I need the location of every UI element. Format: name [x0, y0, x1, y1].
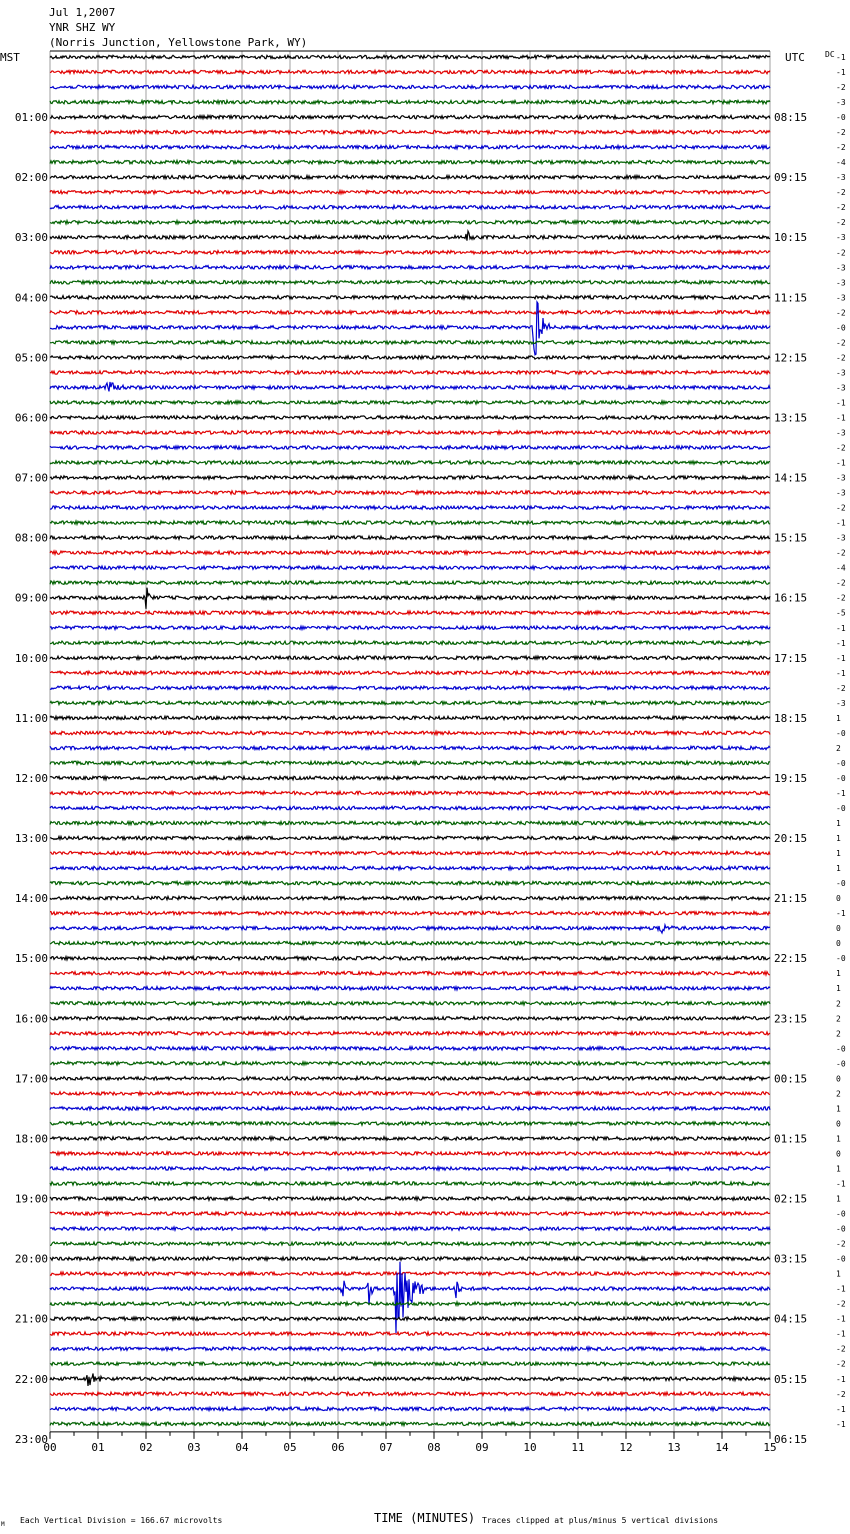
trace-line [50, 281, 770, 284]
x-tick-label: 06 [331, 1440, 345, 1454]
dc-offset-label: -3 [836, 698, 846, 708]
dc-offset-label: 1 [836, 819, 841, 829]
trace-line [50, 1317, 770, 1320]
dc-offset-label: -3 [836, 428, 846, 438]
trace-group [50, 55, 770, 1425]
x-tick-label: 03 [187, 1440, 201, 1454]
x-tick-label: 08 [427, 1440, 441, 1454]
trace-line [50, 1197, 770, 1200]
corner-mark: M [1, 1521, 5, 1528]
dc-offset-label: 1 [836, 984, 841, 994]
trace-line [50, 1062, 770, 1065]
trace-line [50, 1212, 770, 1215]
x-tick-label: 10 [523, 1440, 537, 1454]
trace-line [50, 1227, 770, 1230]
station-title: YNR SHZ WY [49, 21, 116, 34]
trace-line [50, 836, 770, 839]
trace-line [50, 641, 770, 644]
right-hour-label: 06:15 [774, 1432, 808, 1446]
dc-offset-label: -1 [836, 668, 846, 678]
dc-offset-label: 0 [836, 1149, 841, 1159]
right-hour-label: 12:15 [774, 351, 808, 365]
dc-offset-label: -1 [836, 1179, 846, 1189]
dc-offset-label: -2 [836, 503, 846, 513]
dc-offset-label: 1 [836, 969, 841, 979]
dc-offset-label: -1 [836, 1419, 846, 1429]
x-axis-label: TIME (MINUTES) [374, 1511, 476, 1525]
right-hour-label: 15:15 [774, 531, 808, 545]
left-hour-label: 09:00 [14, 591, 48, 605]
right-hour-label: 11:15 [774, 291, 808, 305]
trace-line [50, 1032, 770, 1035]
trace-line [50, 716, 770, 719]
trace-line [50, 972, 770, 975]
trace-line [50, 1422, 770, 1425]
dc-offset-label: -1 [836, 518, 846, 528]
left-hour-label: 13:00 [14, 832, 48, 846]
trace-line [50, 1077, 770, 1080]
trace-line [50, 130, 770, 133]
dc-offset-label: -3 [836, 533, 846, 543]
right-hour-label: 09:15 [774, 171, 808, 185]
trace-line [50, 1122, 770, 1125]
trace-line [50, 1047, 770, 1050]
trace-line [50, 987, 770, 990]
trace-line [50, 55, 770, 58]
left-hour-label: 03:00 [14, 231, 48, 245]
location-title: (Norris Junction, Yellowstone Park, WY) [49, 36, 308, 49]
x-tick-label: 01 [91, 1440, 105, 1454]
dc-offset-label: -0 [836, 954, 846, 964]
right-hour-label: 14:15 [774, 471, 808, 485]
trace-line [50, 806, 770, 809]
dc-offset-label: -4 [836, 158, 846, 168]
left-hour-label: 18:00 [14, 1132, 48, 1146]
dc-offset-label: -3 [836, 293, 846, 303]
trace-line [50, 1332, 770, 1335]
dc-offset-label: -3 [836, 233, 846, 243]
trace-line [50, 701, 770, 704]
trace-line [50, 626, 770, 629]
trace-line [50, 401, 770, 404]
dc-offset-label: -2 [836, 188, 846, 198]
trace-line [50, 70, 770, 73]
right-hour-label: 00:15 [774, 1072, 808, 1086]
x-tick-label: 05 [283, 1440, 297, 1454]
left-hour-label: 07:00 [14, 471, 48, 485]
left-timezone-label: MST [0, 51, 20, 64]
dc-offset-label: -1 [836, 1284, 846, 1294]
trace-line [50, 311, 770, 314]
dc-offset-label: 0 [836, 1119, 841, 1129]
dc-offset-label: -0 [836, 1059, 846, 1069]
dc-offset-label: -0 [836, 1224, 846, 1234]
x-tick-label: 12 [619, 1440, 633, 1454]
trace-line [50, 1257, 770, 1260]
dc-offset-label: -2 [836, 218, 846, 228]
dc-offset-label: -1 [836, 458, 846, 468]
dc-offset-label: -0 [836, 1254, 846, 1264]
left-hour-label: 01:00 [14, 111, 48, 125]
trace-line [50, 761, 770, 764]
dc-offset-label: -3 [836, 473, 846, 483]
trace-line [50, 588, 770, 609]
date-title: Jul 1,2007 [49, 6, 116, 19]
trace-line [50, 231, 770, 241]
trace-line [50, 461, 770, 464]
trace-line [50, 506, 770, 509]
dc-header: DC [825, 50, 835, 59]
trace-line [50, 266, 770, 269]
dc-offset-label: 2 [836, 1029, 841, 1039]
trace-line [50, 251, 770, 254]
right-hour-label: 13:15 [774, 411, 808, 425]
trace-line [50, 671, 770, 674]
left-hour-label: 06:00 [14, 411, 48, 425]
x-tick-label: 13 [667, 1440, 681, 1454]
x-tick-label: 02 [139, 1440, 153, 1454]
trace-line [50, 1137, 770, 1140]
trace-line [50, 85, 770, 88]
dc-offset-label: -0 [836, 323, 846, 333]
dc-offset-label: 1 [836, 713, 841, 723]
dc-offset-label: -3 [836, 263, 846, 273]
trace-line [50, 1167, 770, 1170]
trace-line [50, 1107, 770, 1110]
trace-line [50, 1017, 770, 1020]
trace-line [50, 191, 770, 194]
right-hour-label: 08:15 [774, 111, 808, 125]
trace-line [50, 1152, 770, 1155]
left-hour-label: 11:00 [14, 711, 48, 725]
left-hour-label: 15:00 [14, 952, 48, 966]
trace-line [50, 206, 770, 209]
trace-line [50, 881, 770, 884]
dc-offset-label: -2 [836, 128, 846, 138]
x-tick-label: 14 [715, 1440, 729, 1454]
dc-offset-label: 1 [836, 1104, 841, 1114]
right-hour-label: 22:15 [774, 952, 808, 966]
trace-line [50, 957, 770, 960]
left-hour-label: 16:00 [14, 1012, 48, 1026]
trace-line [50, 731, 770, 734]
dc-offset-label: -3 [836, 383, 846, 393]
dc-offset-label: -1 [836, 1314, 846, 1324]
dc-offset-label: 1 [836, 1134, 841, 1144]
trace-line [50, 821, 770, 824]
dc-offset-label: -2 [836, 443, 846, 453]
dc-offset-label: -1 [836, 1374, 846, 1384]
dc-offset-label: 1 [836, 1194, 841, 1204]
dc-offset-label: -2 [836, 203, 846, 213]
right-hour-label: 10:15 [774, 231, 808, 245]
x-tick-label: 00 [43, 1440, 57, 1454]
right-hour-label: 21:15 [774, 892, 808, 906]
dc-offset-label: -1 [836, 53, 846, 62]
dc-offset-label: 2 [836, 999, 841, 1009]
x-tick-label: 09 [475, 1440, 489, 1454]
trace-line [50, 656, 770, 659]
trace-line [50, 911, 770, 914]
dc-offset-label: -1 [836, 413, 846, 423]
dc-offset-label: -0 [836, 728, 846, 738]
trace-line [50, 791, 770, 794]
right-hour-label: 17:15 [774, 651, 808, 665]
dc-offset-label: 1 [836, 1269, 841, 1279]
dc-offset-label: 0 [836, 1074, 841, 1084]
dc-offset-label: -1 [836, 653, 846, 663]
dc-offset-label: -2 [836, 1344, 846, 1354]
trace-line [50, 431, 770, 434]
dc-offset-label: -0 [836, 879, 846, 889]
trace-line [50, 896, 770, 899]
trace-line [50, 446, 770, 449]
trace-line [50, 1407, 770, 1410]
left-hour-label: 17:00 [14, 1072, 48, 1086]
dc-offset-label: 1 [836, 1164, 841, 1174]
trace-line [50, 776, 770, 779]
right-timezone-label: UTC [785, 51, 805, 64]
right-hour-label: 18:15 [774, 711, 808, 725]
left-hour-label: 21:00 [14, 1312, 48, 1326]
right-hour-label: 02:15 [774, 1192, 808, 1206]
right-hour-label: 01:15 [774, 1132, 808, 1146]
trace-line [50, 382, 770, 391]
left-hour-label: 22:00 [14, 1372, 48, 1386]
trace-line [50, 341, 770, 344]
trace-line [50, 416, 770, 419]
clip-note: Traces clipped at plus/minus 5 vertical divisions [482, 1516, 719, 1525]
trace-line [50, 1362, 770, 1365]
left-hour-label: 12:00 [14, 771, 48, 785]
dc-offset-label: 2 [836, 743, 841, 753]
dc-offset-label: -0 [836, 113, 846, 123]
trace-line [50, 1272, 770, 1275]
trace-line [50, 536, 770, 539]
dc-offset-label: -1 [836, 1404, 846, 1414]
dc-offset-label: 0 [836, 924, 841, 934]
dc-offset-label: -2 [836, 548, 846, 558]
dc-offset-label: 1 [836, 849, 841, 859]
dc-offset-label: 2 [836, 1089, 841, 1099]
trace-line [50, 476, 770, 479]
dc-offset-label: -2 [836, 143, 846, 153]
dc-offset-label: -4 [836, 563, 846, 573]
dc-offset-label: 2 [836, 1014, 841, 1024]
x-tick-label: 04 [235, 1440, 249, 1454]
trace-line [50, 1347, 770, 1350]
dc-offset-label: -2 [836, 1359, 846, 1369]
dc-offset-label: 0 [836, 894, 841, 904]
x-tick-label: 07 [379, 1440, 393, 1454]
dc-offset-label: -1 [836, 68, 846, 78]
dc-offset-label: -2 [836, 248, 846, 258]
trace-line [50, 925, 770, 933]
trace-line [50, 566, 770, 569]
trace-line [50, 866, 770, 869]
right-hour-label: 20:15 [774, 832, 808, 846]
dc-offset-label: -3 [836, 98, 846, 108]
trace-line [50, 296, 770, 299]
trace-line [50, 1374, 770, 1386]
dc-offset-label: -3 [836, 278, 846, 288]
dc-offset-label: -3 [836, 173, 846, 183]
right-hour-label: 03:15 [774, 1252, 808, 1266]
trace-line [50, 100, 770, 103]
right-hour-label: 19:15 [774, 771, 808, 785]
dc-offset-label: -0 [836, 804, 846, 813]
trace-line [50, 1302, 770, 1305]
trace-line [50, 551, 770, 554]
trace-line [50, 611, 770, 614]
left-hour-label: 23:00 [14, 1432, 48, 1446]
dc-offset-label: -5 [836, 608, 846, 618]
dc-offset-label: -0 [836, 773, 846, 783]
trace-line [50, 1182, 770, 1185]
dc-offset-label: -2 [836, 83, 846, 93]
trace-line [50, 491, 770, 494]
x-tick-label: 11 [571, 1440, 585, 1454]
right-hour-label: 04:15 [774, 1312, 808, 1326]
dc-offset-label: -1 [836, 398, 846, 408]
trace-line [50, 1242, 770, 1245]
trace-line [50, 115, 770, 118]
dc-offset-label: -2 [836, 338, 846, 348]
dc-offset-label: -1 [836, 1329, 846, 1339]
right-hour-label: 23:15 [774, 1012, 808, 1026]
dc-offset-label: -3 [836, 488, 846, 498]
trace-line [50, 851, 770, 854]
x-tick-label: 15 [763, 1440, 777, 1454]
dc-offset-label: 1 [836, 864, 841, 874]
left-hour-label: 14:00 [14, 892, 48, 906]
dc-offset-label: -0 [836, 1209, 846, 1219]
trace-line [50, 1002, 770, 1005]
dc-offset-label: -3 [836, 368, 846, 378]
trace-line [50, 221, 770, 224]
trace-line [50, 746, 770, 749]
left-hour-label: 04:00 [14, 291, 48, 305]
trace-line [50, 160, 770, 163]
dc-offset-label: -0 [836, 758, 846, 768]
right-hour-label: 16:15 [774, 591, 808, 605]
dc-offset-label: 0 [836, 939, 841, 949]
trace-line [50, 686, 770, 689]
dc-offset-label: -2 [836, 1239, 846, 1249]
left-hour-label: 05:00 [14, 351, 48, 365]
dc-offset-label: -2 [836, 683, 846, 693]
left-hour-label: 20:00 [14, 1252, 48, 1266]
trace-line [50, 176, 770, 179]
left-hour-label: 02:00 [14, 171, 48, 185]
dc-offset-label: -1 [836, 909, 846, 919]
dc-offset-label: -2 [836, 593, 846, 603]
trace-line [50, 581, 770, 584]
trace-line [50, 371, 770, 374]
dc-offset-label: -1 [836, 788, 846, 798]
trace-line [50, 1392, 770, 1395]
trace-line [50, 521, 770, 524]
scale-note: Each Vertical Division = 166.67 microvolts [20, 1516, 223, 1525]
dc-offset-label: -2 [836, 1299, 846, 1309]
trace-line [50, 942, 770, 945]
dc-offset-label: -1 [836, 623, 846, 633]
trace-line [50, 145, 770, 148]
left-hour-label: 08:00 [14, 531, 48, 545]
right-hour-label: 05:15 [774, 1372, 808, 1386]
dc-offset-label: -1 [836, 638, 846, 648]
trace-line [50, 1092, 770, 1095]
left-hour-label: 19:00 [14, 1192, 48, 1206]
trace-line [50, 356, 770, 359]
dc-offset-label: -0 [836, 1044, 846, 1054]
dc-offset-label: 1 [836, 834, 841, 844]
dc-offset-label: -2 [836, 308, 846, 318]
left-hour-label: 10:00 [14, 651, 48, 665]
dc-offset-label: -2 [836, 1389, 846, 1399]
dc-offset-label: -2 [836, 578, 846, 588]
dc-offset-label: -2 [836, 353, 846, 363]
